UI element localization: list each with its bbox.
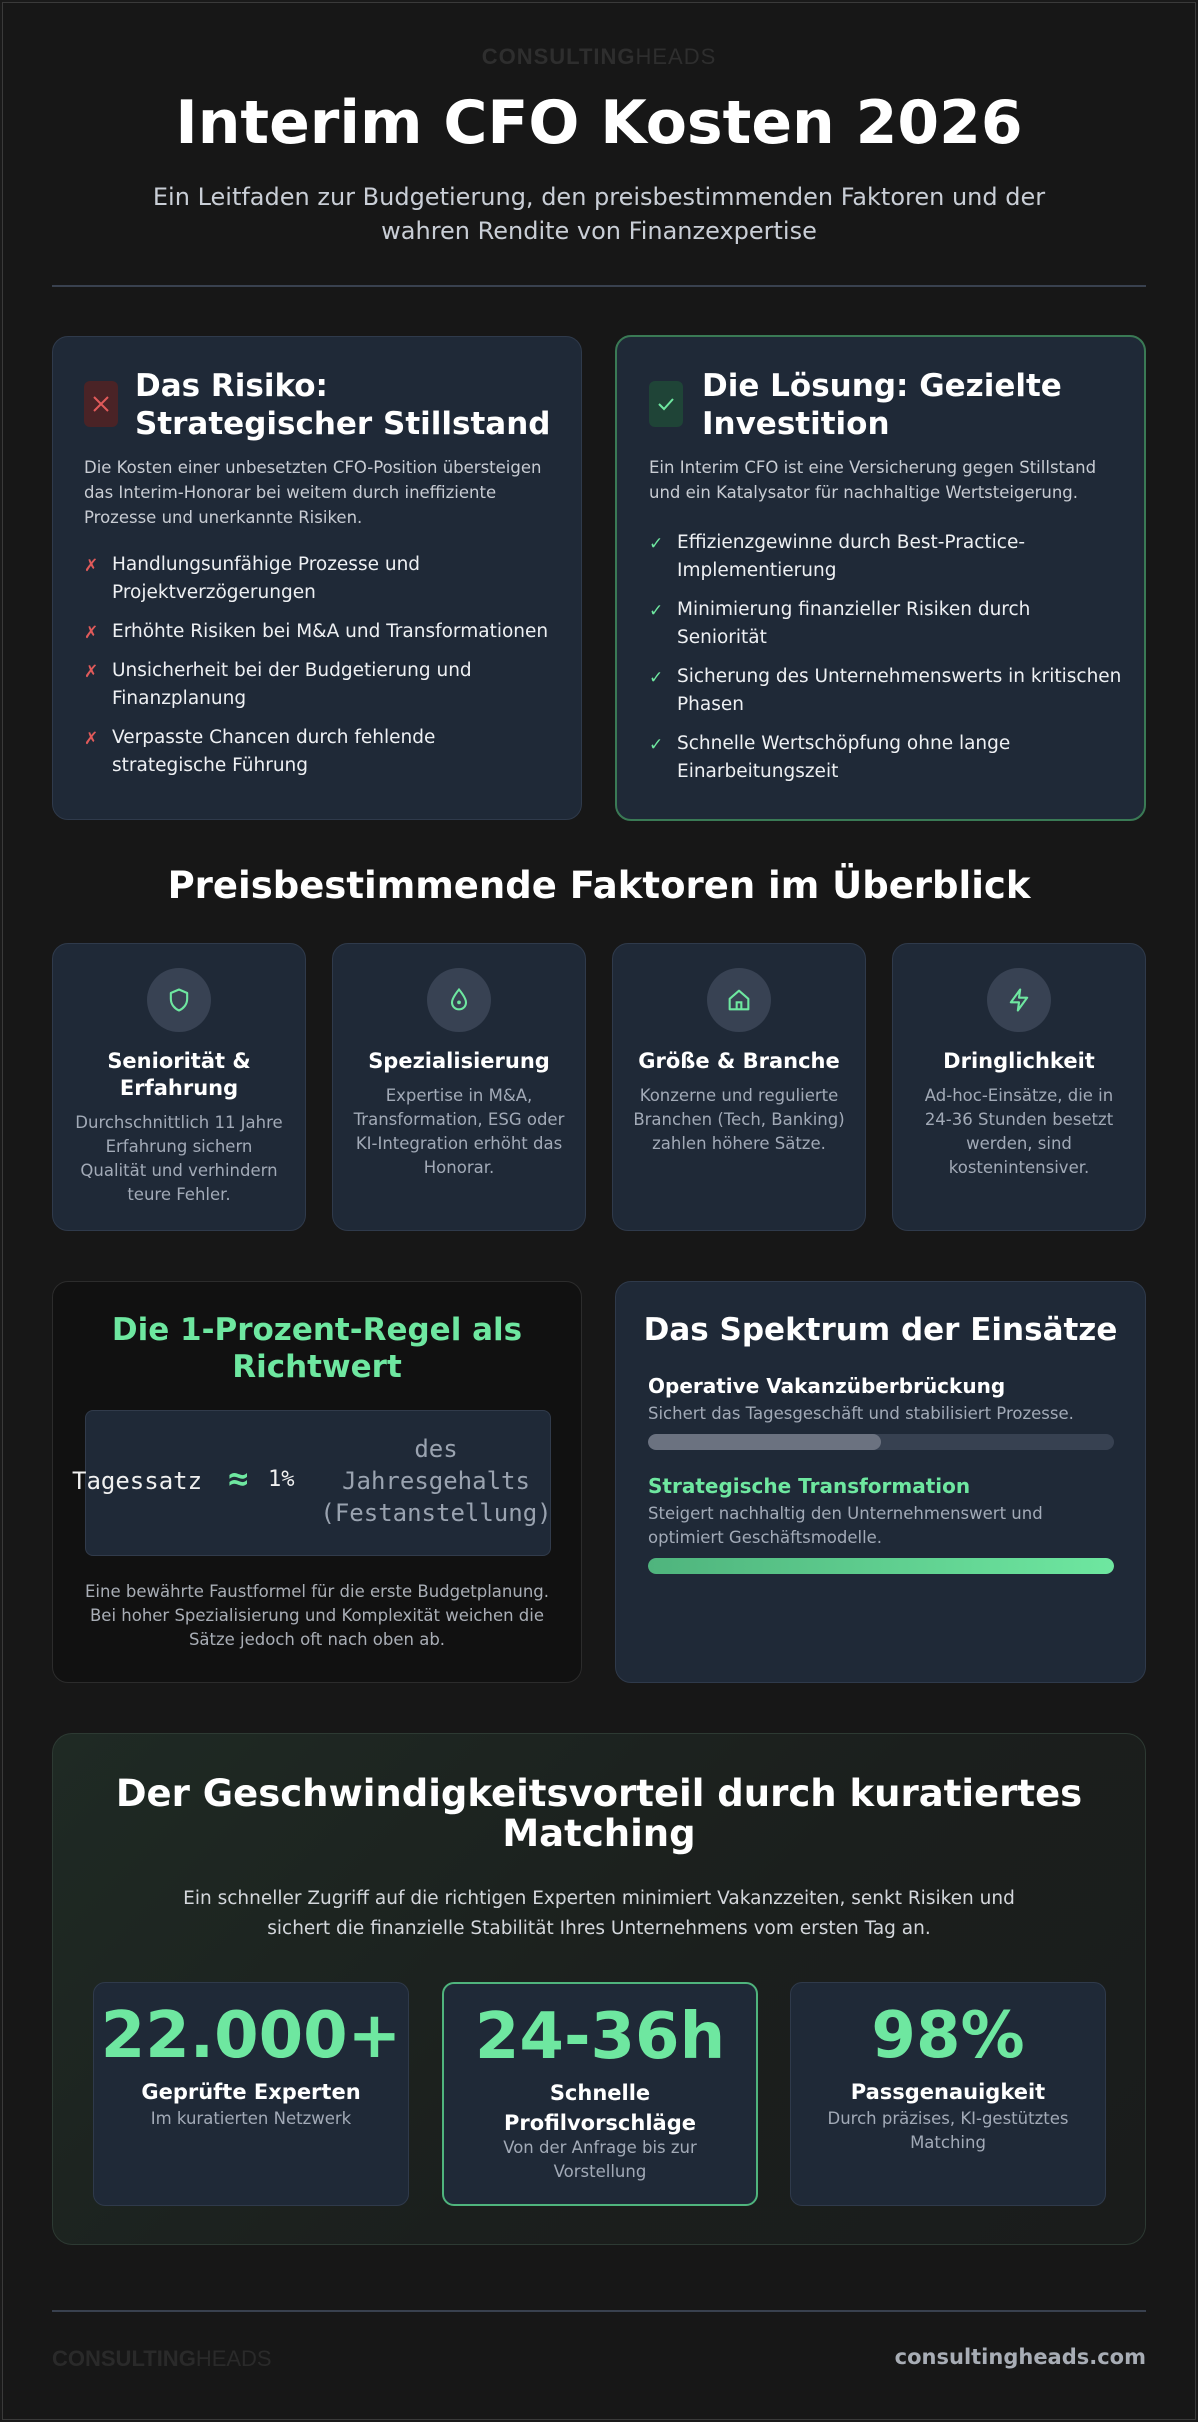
list-item: ✗ Unsicherheit bei der Budgetierung und Finanzplanung	[84, 660, 472, 709]
formula-operator: ≈	[228, 1459, 249, 1499]
risk-card	[52, 336, 582, 820]
spectrum-label-strategic: Strategische Transformation	[648, 1474, 971, 1498]
check-icon	[649, 381, 683, 427]
factor-card-urgency	[892, 943, 1146, 1231]
speed-card	[52, 1733, 1146, 2245]
footer-divider	[52, 2310, 1146, 2312]
solution-card	[615, 335, 1146, 821]
formula-line-2: Jahresgehalts	[342, 1467, 530, 1495]
rule-note: Eine bewährte Faustformel für die erste Budgetplanung. Bei hoher Spezialisierung und Komplexität weichen die Sätze jedoch oft nach oben ab.	[84, 1582, 549, 1649]
spectrum-title: Das Spektrum der Einsätze	[643, 1312, 1118, 1348]
lightning-icon	[987, 968, 1051, 1032]
factor-description: Konzerne und regulierte Branchen (Tech, Banking) zahlen höhere Sätze.	[633, 1086, 845, 1153]
header-divider	[52, 285, 1146, 287]
list-item: ✓ Sicherung des Unternehmenswerts in kritischen Phasen	[649, 666, 1122, 715]
stat-label: Geprüfte Experten	[141, 2080, 361, 2104]
risk-description: Die Kosten einer unbesetzten CFO-Position übersteigen das Interim-Honorar bei weitem durch ineffiziente Prozesse und unerkannte Risiken.	[84, 458, 542, 527]
stat-accuracy	[790, 1982, 1106, 2206]
page-title: Interim CFO Kosten 2026	[175, 88, 1023, 158]
stat-experts	[93, 1982, 409, 2206]
website-link[interactable]: consultingheads.com	[894, 2345, 1146, 2369]
stat-value: 24-36h	[474, 2000, 726, 2074]
stat-profiles	[442, 1982, 758, 2206]
formula-left: Tagessatz	[72, 1467, 203, 1495]
factor-title: Seniorität & Erfahrung	[107, 1049, 251, 1100]
spectrum-card	[615, 1281, 1146, 1683]
factor-description: Durchschnittlich 11 Jahre Erfahrung sichern Qualität und verhindern teure Fehler.	[75, 1113, 283, 1204]
solution-description: Ein Interim CFO ist eine Versicherung gegen Stillstand und ein Katalysator für nachhaltige Wertsteigerung.	[649, 458, 1097, 502]
stat-value: 22.000+	[100, 1999, 402, 2073]
solution-list	[649, 529, 1124, 797]
risk-list	[84, 551, 554, 791]
stat-description: Durch präzises, KI-gestütztes Matching	[827, 2109, 1069, 2152]
list-item: ✗ Handlungsunfähige Prozesse und Projektverzögerungen	[84, 554, 421, 603]
brand-logo-bottom: CONSULTINGHEADS	[52, 2346, 272, 2371]
progress-bar-strategic	[648, 1558, 1114, 1574]
stat-description: Im kuratierten Netzwerk	[150, 2109, 352, 2128]
home-icon	[707, 968, 771, 1032]
list-item: ✗ Erhöhte Risiken bei M&A und Transformationen	[84, 621, 549, 643]
rule-card	[52, 1281, 582, 1683]
factor-card-size	[612, 943, 866, 1231]
brand-logo-top: CONSULTINGHEADS	[481, 44, 717, 69]
solution-title: Die Lösung: Gezielte Investition	[702, 368, 1062, 442]
stat-value: 98%	[871, 1999, 1025, 2073]
stat-label: Passgenauigkeit	[850, 2080, 1046, 2104]
droplet-icon	[427, 968, 491, 1032]
spectrum-desc-operative: Sichert das Tagesgeschäft und stabilisiert Prozesse.	[648, 1404, 1074, 1423]
factor-description: Expertise in M&A, Transformation, ESG oder KI-Integration erhöht das Honorar.	[353, 1086, 565, 1177]
factor-card-seniority	[52, 943, 306, 1231]
risk-title: Das Risiko: Strategischer Stillstand	[135, 368, 551, 442]
formula-line-3: (Festanstellung)	[320, 1499, 552, 1527]
stat-description: Von der Anfrage bis zur Vorstellung	[503, 2138, 697, 2181]
stat-label: Schnelle Profilvorschläge	[504, 2081, 696, 2135]
factor-description: Ad-hoc-Einsätze, die in 24-36 Stunden besetzt werden, sind kostenintensiver.	[924, 1086, 1114, 1177]
list-item: ✓ Effizienzgewinne durch Best-Practice-Implementierung	[649, 532, 1026, 581]
formula-percent: 1%	[268, 1467, 295, 1492]
rule-title: Die 1-Prozent-Regel als Richtwert	[111, 1312, 523, 1385]
formula-line-1: des	[414, 1435, 458, 1463]
page-subtitle: Ein Leitfaden zur Budgetierung, den preisbestimmenden Faktoren und der wahren Rendite von Finanzexpertise	[152, 183, 1046, 245]
spectrum-label-operative: Operative Vakanzüberbrückung	[648, 1374, 1006, 1398]
list-item: ✓ Schnelle Wertschöpfung ohne lange Einarbeitungszeit	[649, 733, 1011, 782]
progress-fill-operative	[648, 1434, 881, 1450]
progress-bar-operative	[648, 1434, 1114, 1450]
factor-title: Größe & Branche	[638, 1049, 840, 1073]
speed-description: Ein schneller Zugriff auf die richtigen Experten minimiert Vakanzzeiten, senkt Risiken und sichert die finanzielle Stabilität Ihres Unternehmens vom ersten Tag an.	[183, 1888, 1015, 1939]
formula-box	[72, 1410, 552, 1556]
x-icon	[84, 381, 118, 427]
list-item: ✓ Minimierung finanzieller Risiken durch Seniorität	[649, 599, 1031, 648]
factor-card-specialization	[332, 943, 586, 1231]
spectrum-desc-strategic: Steigert nachhaltig den Unternehmenswert und optimiert Geschäftsmodelle.	[648, 1504, 1043, 1547]
speed-title: Der Geschwindigkeitsvorteil durch kuratiertes Matching	[115, 1772, 1083, 1855]
factors-title: Preisbestimmende Faktoren im Überblick	[167, 864, 1031, 907]
factor-title: Spezialisierung	[368, 1049, 550, 1073]
list-item: ✗ Verpasste Chancen durch fehlende strategische Führung	[84, 727, 436, 776]
progress-fill-strategic	[648, 1558, 1114, 1574]
factor-title: Dringlichkeit	[943, 1049, 1095, 1073]
shield-icon	[147, 968, 211, 1032]
